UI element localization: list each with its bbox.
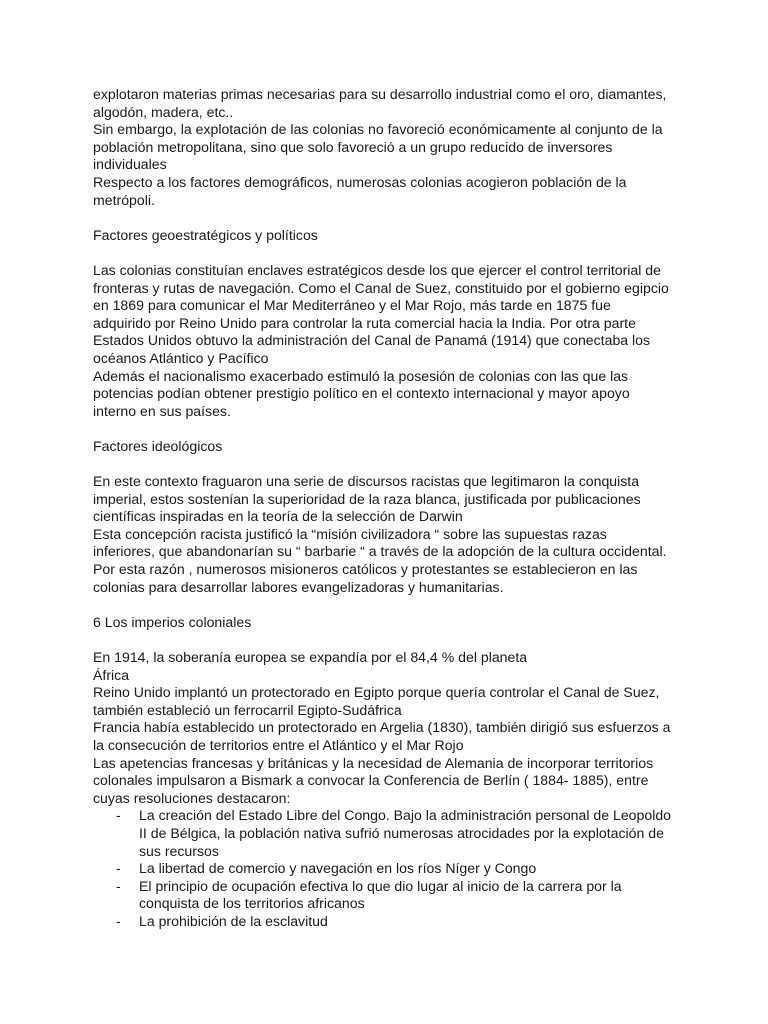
subheading: África xyxy=(93,666,130,683)
list-item xyxy=(93,860,683,878)
text-line: Sin embargo, la explotación de las colonias no favoreció económicamente al conjunto de la xyxy=(93,121,663,138)
paragraph xyxy=(93,755,683,808)
paragraph xyxy=(93,86,683,121)
paragraph xyxy=(93,719,683,754)
text-line: océanos Atlántico y Pacífico xyxy=(93,349,269,366)
text-line: inferiores, que abandonarían su “ barbarie “ a través de la adopción de la cultura occidental. xyxy=(93,543,667,560)
text-line: Francia había establecido un protectorado en Argelia (1830), también dirigió sus esfuerzos a xyxy=(93,719,671,736)
section-heading: Factores geoestratégicos y políticos xyxy=(93,226,318,243)
spacer xyxy=(93,244,683,262)
list-item xyxy=(93,807,683,860)
text-line: metrópoli. xyxy=(93,191,155,208)
text-line: la consecución de territorios entre el Atlántico y el Mar Rojo xyxy=(93,736,464,753)
spacer xyxy=(93,455,683,473)
spacer xyxy=(93,631,683,649)
text-line: conquista de los territorios africanos xyxy=(139,895,365,912)
text-line: imperial, estos sostenían la superioridad de la raza blanca, justificada por publicaciones xyxy=(93,490,641,507)
section-heading: Factores ideológicos xyxy=(93,437,223,454)
bullet-dash: - xyxy=(116,877,121,894)
paragraph xyxy=(93,174,683,209)
text-line: La libertad de comercio y navegación en los ríos Níger y Congo xyxy=(139,860,537,877)
text-line: Además el nacionalismo exacerbado estimuló la posesión de colonias con las que las xyxy=(93,367,629,384)
text-line: colonales impulsaron a Bismark a convocar la Conferencia de Berlín ( 1884- 1885), entre xyxy=(93,772,649,789)
bullet-dash: - xyxy=(116,912,121,929)
bullet-dash: - xyxy=(116,807,121,824)
text-line: también estableció un ferrocarril Egipto-Sudáfrica xyxy=(93,701,402,718)
paragraph xyxy=(93,526,683,596)
resolutions-list xyxy=(93,807,683,930)
text-line: Las colonias constituían enclaves estratégicos desde los que ejercer el control territorial de xyxy=(93,261,661,278)
text-line: en 1869 para comunicar el Mar Mediterráneo y el Mar Rojo, más tarde en 1875 fue xyxy=(93,297,611,314)
text-line: Por esta razón , numerosos misioneros católicos y protestantes se establecieron en las xyxy=(93,561,638,578)
text-line: La prohibición de la esclavitud xyxy=(139,912,328,929)
spacer xyxy=(93,596,683,614)
text-line: potencias podían obtener prestigio político en el contexto internacional y mayor apoyo xyxy=(93,385,630,402)
text-line: En este contexto fraguaron una serie de discursos racistas que legitimaron la conquista xyxy=(93,473,640,490)
paragraph xyxy=(93,121,683,174)
text-line: Esta concepción racista justificó la “misión civilizadora “ sobre las supuestas razas xyxy=(93,525,607,542)
spacer xyxy=(93,209,683,227)
text-line: Las apetencias francesas y británicas y la necesidad de Alemania de incorporar territorios xyxy=(93,754,654,771)
document-body xyxy=(93,86,683,931)
text-line: La creación del Estado Libre del Congo. Bajo la administración personal de Leopoldo xyxy=(139,807,671,824)
text-line: sus recursos xyxy=(139,842,219,859)
text-line: individuales xyxy=(93,156,167,173)
section-heading: 6 Los imperios coloniales xyxy=(93,613,252,630)
text-line: El principio de ocupación efectiva lo que dio lugar al inicio de la carrera por la xyxy=(139,877,622,894)
text-line: Reino Unido implantó un protectorado en Egipto porque quería controlar el Canal de Suez, xyxy=(93,684,660,701)
text-line: adquirido por Reino Unido para controlar la ruta comercial hacia la India. Por otra parte xyxy=(93,314,636,331)
text-line: II de Bélgica, la población nativa sufrió numerosas atrocidades por la explotación de xyxy=(139,824,664,841)
text-line: Estados Unidos obtuvo la administración del Canal de Panamá (1914) que conectaba los xyxy=(93,332,651,349)
text-line: algodón, madera, etc.. xyxy=(93,103,234,120)
text-line: explotaron materias primas necesarias para su desarrollo industrial como el oro, diamantes, xyxy=(93,86,667,102)
text-line: Respecto a los factores demográficos, numerosas colonias acogieron población de la xyxy=(93,173,627,190)
paragraph xyxy=(93,649,683,667)
paragraph xyxy=(93,684,683,719)
paragraph xyxy=(93,262,683,368)
text-line: colonias para desarrollar labores evangelizadoras y humanitarias. xyxy=(93,578,504,595)
paragraph xyxy=(93,473,683,526)
text-line: En 1914, la soberanía europea se expandía por el 84,4 % del planeta xyxy=(93,649,528,665)
paragraph xyxy=(93,368,683,421)
text-line: población metropolitana, sino que solo favoreció a un grupo reducido de inversores xyxy=(93,138,613,155)
text-line: científicas inspiradas en la teoría de la selección de Darwin xyxy=(93,508,463,525)
bullet-dash: - xyxy=(116,860,121,877)
text-line: cuyas resoluciones destacaron: xyxy=(93,789,291,806)
text-line: fronteras y rutas de navegación. Como el Canal de Suez, constituido por el gobierno egipcio xyxy=(93,279,669,296)
list-item xyxy=(93,913,683,931)
spacer xyxy=(93,420,683,438)
list-item xyxy=(93,878,683,913)
text-line: interno en sus países. xyxy=(93,402,231,419)
